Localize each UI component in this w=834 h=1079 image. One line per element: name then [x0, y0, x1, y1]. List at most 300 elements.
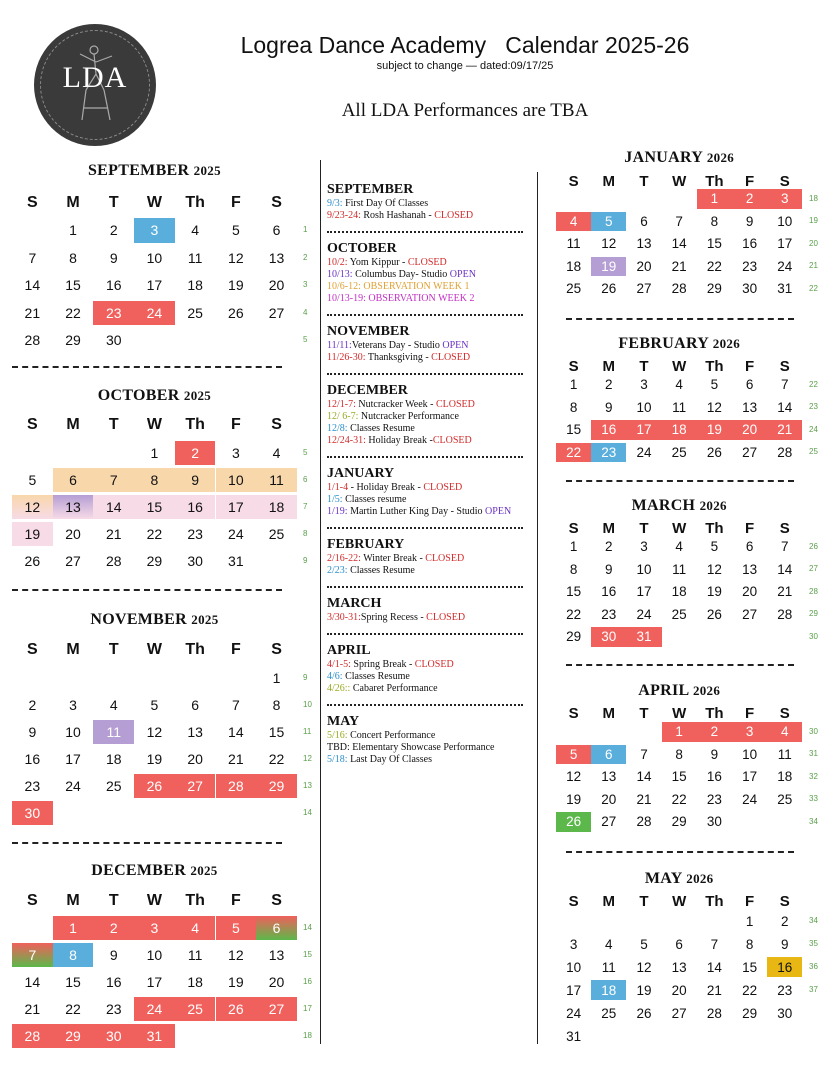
calendar-day: 11 — [187, 249, 203, 266]
event-text: 12/8: — [327, 423, 348, 434]
section-separator — [327, 527, 523, 529]
calendar-day: 15 — [706, 236, 722, 252]
calendar-day: 19 — [591, 257, 626, 277]
calendar-day: 9 — [605, 399, 613, 415]
weekday-header: F — [230, 641, 241, 658]
month-title-january — [534, 149, 824, 167]
calendar-day: 4 — [556, 212, 591, 232]
month-separator — [566, 318, 794, 320]
calendar-day: 21 — [636, 791, 652, 807]
calendar-day: 24 — [65, 778, 81, 794]
weekday-header: S — [779, 704, 790, 722]
calendar-day: 2 — [605, 539, 613, 555]
calendar-day: 27 — [636, 281, 652, 297]
calendar-day: 27 — [671, 1005, 687, 1021]
calendar-day: 17 — [777, 236, 793, 252]
calendar-day: 7 — [781, 539, 789, 555]
event-line — [327, 257, 532, 269]
weekday-header: T — [639, 172, 649, 190]
calendar-day: 14 — [93, 495, 134, 519]
calendar-day: 26 — [636, 1005, 652, 1021]
weekday-header: S — [568, 892, 579, 910]
calendar-day: 5 — [710, 377, 719, 393]
calendar-day: 29 — [256, 774, 297, 798]
calendar-day: 11 — [566, 236, 581, 252]
weekday-header: S — [779, 519, 790, 537]
calendar-day: 13 — [742, 399, 758, 415]
events-list — [327, 182, 532, 766]
calendar-day: 25 — [601, 1005, 617, 1021]
event-section-title: APRIL — [327, 643, 371, 658]
calendar-day: 12 — [636, 959, 652, 975]
weekday-header: F — [745, 172, 755, 190]
weekday-header: W — [146, 892, 162, 909]
calendar-day: 20 — [268, 974, 285, 990]
calendar-day: 17 — [626, 420, 661, 440]
calendar-day: 27 — [175, 774, 216, 798]
weekday-header: S — [27, 641, 38, 658]
calendar-day: 28 — [706, 1005, 722, 1021]
event-line — [327, 340, 532, 352]
calendar-day: 3 — [569, 936, 578, 952]
weekday-header: Th — [705, 704, 724, 722]
month-title-november — [9, 611, 299, 629]
event-text: CLOSED — [426, 612, 466, 623]
calendar-day: 18 — [187, 974, 203, 990]
event-text: Rosh Hashanah - — [360, 210, 435, 221]
section-separator — [327, 373, 523, 375]
event-section-may — [327, 714, 532, 766]
calendar-day: 13 — [671, 959, 687, 975]
calendar-day: 28 — [671, 281, 687, 297]
week-number: 9 — [303, 556, 308, 565]
calendar-day: 18 — [256, 495, 297, 519]
calendar-day: 9 — [109, 947, 118, 963]
calendar-day: 10 — [636, 399, 652, 415]
month-name: DECEMBER — [91, 862, 191, 879]
calendar-day: 20 — [65, 526, 81, 542]
event-text: 10/13: — [327, 269, 353, 280]
week-number: 34 — [809, 816, 818, 826]
event-text: 10/2: — [327, 257, 348, 268]
calendar-day: 25 — [671, 606, 687, 622]
event-line — [327, 423, 532, 435]
month-year: 2025 — [183, 388, 212, 403]
calendar-day: 25 — [187, 304, 203, 321]
event-text: 3/30-31: — [327, 612, 361, 623]
event-section-november — [327, 324, 532, 364]
calendar-day: 24 — [228, 526, 244, 542]
week-number: 24 — [809, 424, 818, 434]
weekday-header: S — [568, 704, 579, 722]
weekday-header: Th — [185, 892, 205, 909]
calendar-day: 31 — [134, 1024, 175, 1048]
event-text: Cabaret Performance — [350, 683, 438, 694]
month-name: MARCH — [631, 497, 700, 514]
event-text: 12/ 6-7: — [327, 411, 359, 422]
calendar-day: 4 — [675, 539, 683, 555]
calendar-day: 14 — [636, 769, 652, 785]
calendar-day: 3 — [231, 445, 240, 461]
calendar-day: 12 — [601, 236, 617, 252]
calendar-day: 13 — [268, 249, 285, 266]
event-section-title: FEBRUARY — [327, 537, 405, 552]
calendar-day: 8 — [710, 213, 719, 229]
calendar-day: 14 — [24, 974, 41, 990]
weekday-header: T — [108, 641, 119, 658]
weekday-header: T — [639, 519, 649, 537]
event-text: Veterans Day - Studio — [351, 340, 443, 351]
month-title-december — [9, 862, 299, 880]
event-section-february — [327, 537, 532, 577]
event-line — [327, 482, 532, 494]
weekday-header: W — [672, 172, 687, 190]
calendar-day: 23 — [742, 258, 758, 274]
calendar-day: 31 — [566, 1028, 582, 1044]
event-text: 2/23: — [327, 565, 348, 576]
event-line — [327, 435, 532, 447]
calendar-day: 10 — [65, 724, 81, 740]
calendar-day: 23 — [93, 301, 134, 326]
calendar-day: 4 — [175, 916, 216, 940]
week-number: 12 — [303, 754, 312, 763]
calendar-day: 28 — [636, 814, 652, 830]
calendar-day: 21 — [24, 1001, 41, 1017]
calendar-day: 2 — [175, 441, 216, 465]
week-number: 25 — [809, 447, 818, 457]
calendar-day: 5 — [231, 222, 240, 239]
month-year: 2026 — [712, 336, 740, 351]
weekday-header: F — [230, 892, 241, 909]
calendar-day: 18 — [777, 769, 793, 785]
week-number: 7 — [303, 502, 308, 511]
calendar-day: 7 — [93, 468, 134, 492]
calendar-day: 30 — [105, 332, 122, 349]
event-text: 4/1-5: — [327, 659, 351, 670]
calendar-day: 26 — [216, 997, 257, 1021]
event-text: Concert Performance — [347, 730, 436, 741]
calendar-day: 9 — [781, 936, 789, 952]
calendar-day: 24 — [636, 606, 652, 622]
week-number: 22 — [809, 379, 818, 389]
calendar-day: 18 — [591, 980, 626, 1000]
calendar-day: 26 — [134, 774, 175, 798]
event-text: 1/5: — [327, 494, 343, 505]
logo-text: LDA — [62, 61, 128, 94]
section-separator — [327, 633, 523, 635]
calendar-day: 26 — [24, 553, 41, 569]
calendar-day: 22 — [268, 751, 285, 767]
weekday-header: T — [639, 892, 649, 910]
calendar-day: 28 — [777, 606, 793, 622]
event-line — [327, 671, 532, 683]
calendar-day: 21 — [706, 982, 722, 998]
calendar-day: 13 — [53, 495, 94, 519]
calendar-day: 19 — [228, 277, 244, 294]
weekday-header: Th — [185, 641, 205, 658]
calendar-day: 15 — [134, 495, 175, 519]
section-separator — [327, 586, 523, 588]
week-number: 6 — [303, 475, 308, 484]
event-text: 11/11: — [327, 340, 352, 351]
calendar-day: 17 — [146, 974, 163, 990]
event-line — [327, 754, 532, 766]
weekday-header: T — [108, 892, 119, 909]
calendar-day: 20 — [636, 258, 652, 274]
calendar-day: 3 — [134, 916, 175, 940]
calendar-day: 19 — [636, 982, 652, 998]
month-separator — [12, 842, 282, 844]
calendar-day: 20 — [268, 277, 285, 294]
calendar-day: 28 — [24, 332, 41, 349]
event-text: Holiday Break - — [365, 435, 433, 446]
calendar-day: 5 — [710, 539, 719, 555]
calendar-day: 18 — [187, 277, 203, 294]
calendar-day: 28 — [105, 553, 122, 569]
calendar-day: 30 — [187, 553, 203, 569]
calendar-day: 16 — [175, 495, 216, 519]
calendar-day: 15 — [65, 974, 81, 990]
calendar-day: 10 — [216, 468, 257, 492]
calendar-day: 27 — [742, 444, 758, 460]
calendar-day: 30 — [742, 281, 758, 297]
calendar-day: 1 — [53, 916, 94, 940]
weekday-header: S — [271, 892, 282, 909]
week-number: 34 — [809, 916, 818, 925]
week-number: 26 — [809, 541, 818, 551]
calendar-day: 24 — [742, 791, 758, 807]
month-year: 2025 — [193, 163, 221, 178]
month-separator — [566, 664, 794, 666]
event-line — [327, 742, 532, 754]
calendar-day: 13 — [601, 769, 617, 785]
calendar-day: 28 — [12, 1024, 53, 1048]
event-text: 5/16: — [327, 730, 348, 741]
calendar-day: 29 — [146, 553, 163, 569]
calendar-day: 10 — [777, 213, 793, 229]
month-separator — [12, 589, 282, 591]
event-line — [327, 612, 532, 624]
calendar-day: 31 — [626, 627, 661, 647]
calendar-day: 14 — [671, 236, 687, 252]
calendar-day: 29 — [53, 1024, 94, 1048]
calendar-day: 6 — [256, 916, 297, 940]
calendar-day: 23 — [105, 1001, 122, 1017]
calendar-day: 8 — [745, 936, 754, 952]
event-line — [327, 210, 532, 222]
calendar-day: 3 — [640, 377, 648, 393]
weekday-header: F — [230, 194, 241, 211]
event-text: Spring Break - — [350, 659, 415, 670]
calendar-day: 10 — [742, 746, 758, 762]
month-name: NOVEMBER — [90, 611, 192, 628]
calendar-day: 21 — [767, 420, 802, 440]
event-line — [327, 352, 532, 364]
event-section-title: MARCH — [327, 596, 382, 611]
calendar-day: 21 — [105, 526, 122, 542]
page-subtitle: subject to change — dated:09/17/25 — [376, 60, 554, 72]
calendar-day: 25 — [175, 997, 216, 1021]
calendar-day: 30 — [12, 801, 53, 825]
calendar-day: 28 — [216, 774, 257, 798]
week-number: 11 — [303, 727, 312, 736]
calendar-day: 9 — [28, 724, 37, 740]
event-text: Winter Break - — [360, 553, 426, 564]
calendar-day: 19 — [706, 584, 722, 600]
event-section-december — [327, 383, 532, 447]
weekday-header: S — [779, 357, 790, 375]
calendar-day: 9 — [745, 213, 754, 229]
calendar-day: 27 — [256, 997, 297, 1021]
calendar-day: 8 — [53, 943, 94, 967]
calendar-day: 4 — [605, 936, 613, 952]
calendar-day: 18 — [566, 258, 582, 274]
calendar-day: 23 — [591, 443, 626, 463]
event-text: CLOSED — [425, 553, 465, 564]
calendar-day: 25 — [105, 778, 122, 794]
event-text: Yom Kippur - — [347, 257, 408, 268]
calendar-day: 7 — [675, 213, 683, 229]
weekday-header: Th — [705, 519, 724, 537]
calendar-day: 8 — [675, 746, 683, 762]
event-section-title: OCTOBER — [327, 241, 397, 256]
week-number: 2 — [303, 252, 308, 262]
calendar-day: 26 — [601, 281, 617, 297]
calendar-day: 19 — [566, 791, 582, 807]
calendar-day: 5 — [591, 212, 626, 232]
event-text: Classes resume — [342, 494, 407, 505]
calendar-day: 14 — [706, 959, 722, 975]
weekday-header: M — [66, 641, 80, 658]
calendar-day: 18 — [662, 420, 697, 440]
weekday-header: T — [639, 357, 649, 375]
calendar-day: 9 — [605, 561, 613, 577]
calendar-day: 12 — [146, 724, 163, 740]
calendar-day: 7 — [12, 943, 53, 967]
month-title-april — [534, 682, 824, 700]
calendar-day: 19 — [697, 420, 732, 440]
calendar-day: 5 — [28, 472, 37, 488]
calendar-day: 6 — [591, 745, 626, 765]
weekday-header: S — [27, 416, 38, 433]
month-title-march — [534, 497, 824, 515]
weekday-header: M — [602, 357, 616, 375]
month-title-october — [9, 387, 299, 405]
week-number: 13 — [303, 781, 312, 790]
week-number: 5 — [303, 448, 308, 457]
event-text: - Holiday Break - — [348, 482, 424, 493]
calendar-day: 30 — [93, 1024, 134, 1048]
month-year: 2025 — [191, 612, 219, 627]
performance-note: All LDA Performances are TBA — [341, 100, 589, 121]
month-name: JANUARY — [624, 149, 707, 166]
calendar-day: 13 — [187, 724, 203, 740]
event-line — [327, 411, 532, 423]
calendar-day: 1 — [569, 377, 578, 393]
calendar-day: 5 — [556, 745, 591, 765]
event-line — [327, 399, 532, 411]
calendar-day: 21 — [24, 304, 41, 321]
calendar-day: 11 — [777, 746, 792, 762]
calendar-day: 18 — [671, 584, 687, 600]
calendar-day: 2 — [605, 377, 613, 393]
event-text: 10/6-12: OBSERVATION WEEK 1 — [327, 281, 470, 292]
event-text: Last Day Of Classes — [347, 754, 432, 765]
weekday-header: F — [230, 416, 241, 433]
event-line — [327, 494, 532, 506]
calendar-day: 25 — [566, 281, 582, 297]
event-section-october — [327, 241, 532, 305]
calendar-day: 10 — [146, 249, 163, 266]
weekday-header: W — [146, 416, 162, 433]
calendar-day: 3 — [732, 722, 767, 742]
calendar-day: 1 — [745, 913, 754, 929]
calendar-day: 22 — [742, 982, 758, 998]
event-section-january — [327, 466, 532, 518]
calendar-day: 29 — [742, 1005, 758, 1021]
event-text: 2/16-22: — [327, 553, 361, 564]
weekday-header: M — [602, 892, 616, 910]
calendar-day: 7 — [231, 697, 240, 713]
event-section-march — [327, 596, 532, 624]
calendar-day: 11 — [672, 561, 687, 577]
event-text: 11/26-30: — [327, 352, 366, 363]
calendar-day: 30 — [706, 814, 722, 830]
event-line — [327, 506, 532, 518]
calendar-day: 7 — [28, 249, 37, 266]
calendar-day: 11 — [93, 720, 134, 744]
week-number: 23 — [809, 402, 818, 412]
calendar-day: 10 — [566, 959, 582, 975]
calendar-day: 2 — [93, 916, 134, 940]
week-number: 15 — [303, 950, 312, 959]
event-text: CLOSED — [407, 257, 447, 268]
week-number: 9 — [303, 673, 308, 682]
weekday-header: S — [271, 641, 282, 658]
calendar-day: 26 — [556, 812, 591, 832]
weekday-header: S — [568, 172, 579, 190]
event-text: CLOSED — [434, 210, 474, 221]
calendar-day: 22 — [146, 526, 163, 542]
calendar-day: 8 — [569, 561, 578, 577]
calendar-day: 22 — [65, 304, 81, 321]
calendar-day: 7 — [640, 746, 648, 762]
calendar-day: 11 — [256, 468, 297, 492]
event-text: Columbus Day- Studio — [352, 269, 450, 280]
calendar-day: 4 — [767, 722, 802, 742]
weekday-header: Th — [705, 357, 724, 375]
month-year: 2026 — [692, 683, 721, 698]
calendar-day: 26 — [228, 304, 244, 321]
weekday-header: F — [745, 519, 755, 537]
event-line — [327, 553, 532, 565]
weekday-header: M — [602, 172, 616, 190]
calendar-day: 20 — [732, 420, 767, 440]
calendar-day: 3 — [767, 189, 802, 209]
calendar-day: 20 — [187, 751, 203, 767]
event-text: 4/6: — [327, 671, 343, 682]
week-number: 17 — [303, 1004, 312, 1013]
month-separator — [566, 480, 794, 482]
calendar-day: 26 — [706, 444, 722, 460]
calendar-day: 24 — [636, 444, 652, 460]
calendar-day: 12 — [12, 495, 53, 519]
calendar-day: 17 — [65, 751, 81, 767]
calendar-day: 20 — [671, 982, 687, 998]
calendar-day: 7 — [781, 377, 789, 393]
event-line — [327, 293, 532, 305]
calendar-day: 22 — [671, 791, 687, 807]
